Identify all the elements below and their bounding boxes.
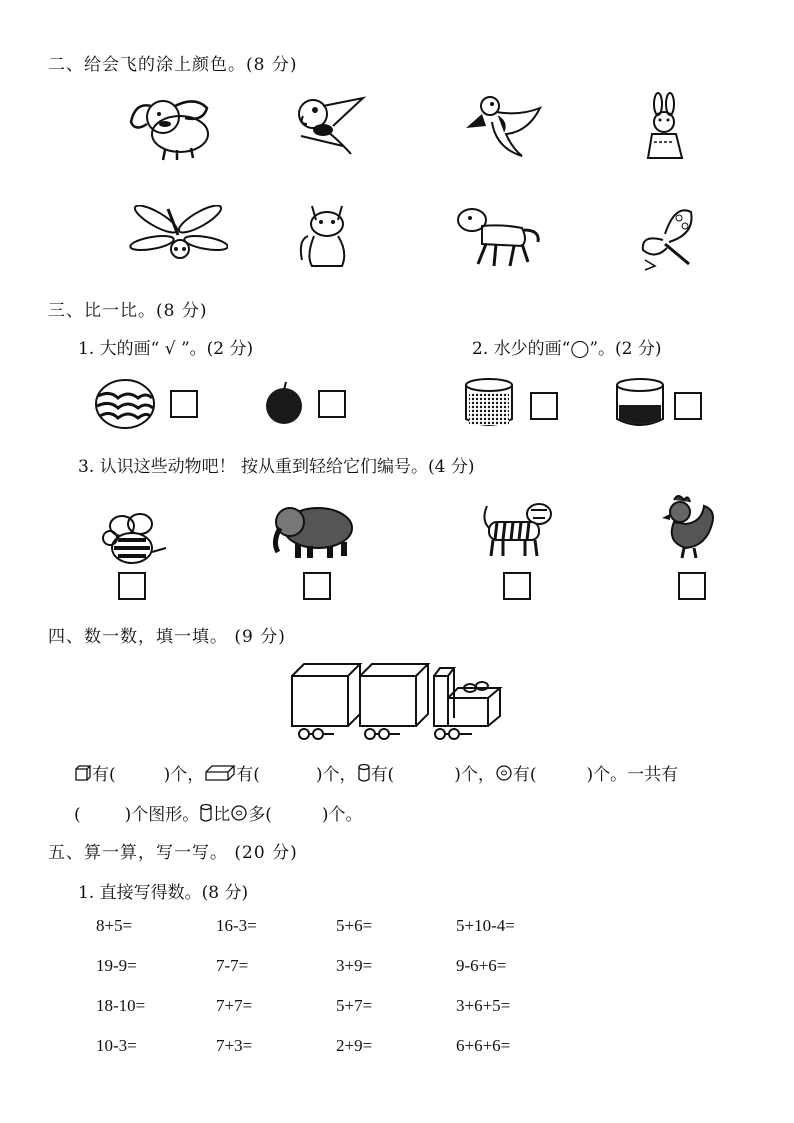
cube-icon [74,764,92,782]
half-cup-icon [614,377,666,433]
answer-box-half-cup[interactable] [674,392,702,420]
full-cup-icon [463,377,515,433]
fill-in-line-2: ( )个图形。 比 多( )个。 [74,805,363,825]
rooster-icon [656,492,720,560]
watermelon-icon [94,378,156,430]
arithmetic-item: 9-6+6= [456,956,507,975]
question-3-3: 3. 认识这些动物吧！ 按从重到轻给它们编号。(4 分) [78,457,475,477]
cylinder-icon [357,763,371,783]
cuboid-icon [204,764,236,782]
arithmetic-item: 7-7= [216,956,249,975]
fill-in-line-1: 有( )个， 有( )个， 有( )个， 有( )个。一共有 [74,760,678,785]
rabbit-icon [640,92,690,162]
answer-box-elephant[interactable] [303,572,331,600]
arithmetic-item: 10-3= [96,1036,137,1055]
answer-box-bee[interactable] [118,572,146,600]
question-3-2: 2. 水少的画“◯”。(2 分) [472,339,662,359]
arithmetic-item: 3+9= [336,956,373,975]
swallow-icon [462,92,544,160]
arithmetic-item: 5+10-4= [456,916,515,935]
arithmetic-item: 8+5= [96,916,133,935]
elephant-icon [268,500,356,560]
section-2-title: 二、给会飞的涂上颜色。(8 分) [48,55,298,75]
arithmetic-item: 3+6+5= [456,996,511,1015]
arithmetic-item: 2+9= [336,1036,373,1055]
arithmetic-item: 16-3= [216,916,257,935]
arithmetic-item: 7+3= [216,1036,253,1055]
section-5-title: 五、算一算，写一写。 (20 分) [48,843,298,863]
bee-icon [96,512,168,568]
parrot-icon [293,94,368,160]
question-5-1: 1. 直接写得数。(8 分) [78,883,249,903]
question-3-1: 1. 大的画“ √ ”。(2 分) [78,339,254,359]
arithmetic-item: 18-10= [96,996,146,1015]
section-4-title: 四、数一数，填一填。 (9 分) [48,627,286,647]
answer-box-apple[interactable] [318,390,346,418]
section-3-title: 三、比一比。(8 分) [48,301,208,321]
tiger-icon [481,500,555,560]
dragonfly-icon [128,205,228,267]
cat-icon [298,200,358,270]
arithmetic-item: 5+7= [336,996,373,1015]
arithmetic-item: 7+7= [216,996,253,1015]
shape-train-illustration [288,658,508,742]
sphere-icon [495,764,513,782]
apple-icon [262,380,308,426]
dog-icon [125,92,220,164]
arithmetic-item: 5+6= [336,916,373,935]
sphere-icon [230,804,248,822]
cylinder-icon [199,803,213,823]
answer-box-tiger[interactable] [503,572,531,600]
answer-box-rooster[interactable] [678,572,706,600]
butterfly-icon [635,204,697,272]
answer-box-full-cup[interactable] [530,392,558,420]
horse-icon [452,200,544,270]
answer-box-watermelon[interactable] [170,390,198,418]
arithmetic-item: 6+6+6= [456,1036,511,1055]
arithmetic-item: 19-9= [96,956,137,975]
